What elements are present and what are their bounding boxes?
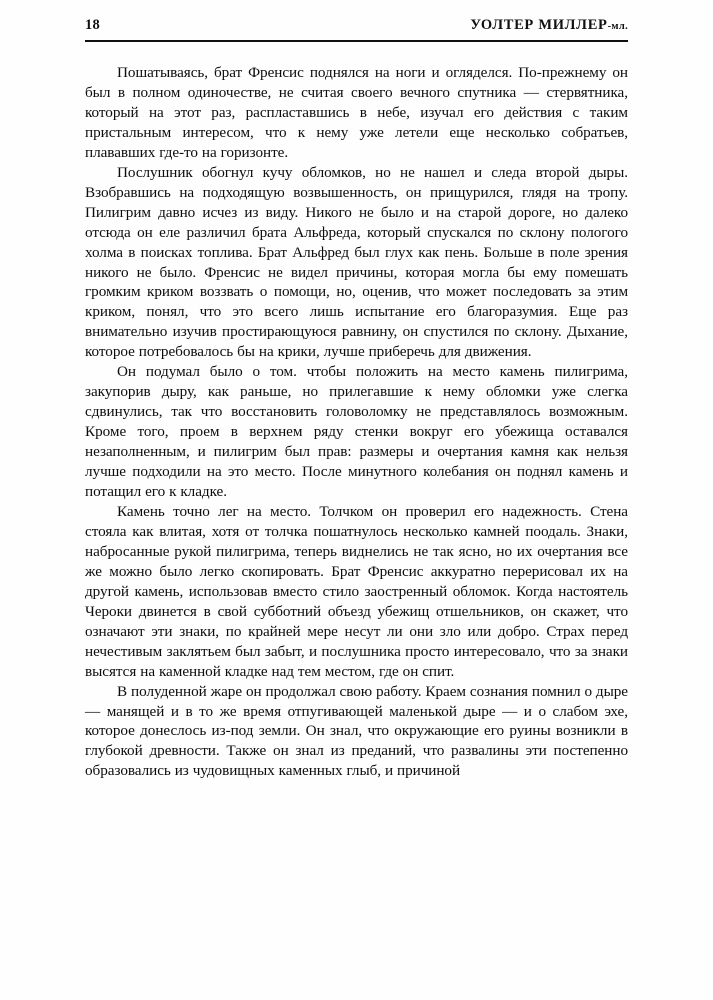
running-head-author-name: УОЛТЕР МИЛЛЕР <box>470 17 608 33</box>
running-head-author-suffix: -мл. <box>607 21 628 32</box>
paragraph: Он подумал было о том. чтобы положить на место камень пилигрима, закупорив дыру, как раньше, но прилегавшие к нему обломки уже слегка сдвинулись, так что восстановить головоломку не представлялось возможным. Кроме того, проем в верхнем ряду стенки вокруг его убежища оставался незаполненным, и пилигрим был прав: размеры и очертания камня как нельзя лучше подходили на это место. После минутного колебания он поднял камень и потащил его к кладке. <box>85 363 628 501</box>
paragraph: Послушник обогнул кучу обломков, но не нашел и следа второй дыры. Взобравшись на подходящую возвышенность, он прищурился, глядя на тропу. Пилигрим давно исчез из виду. Никого не было и на старой дороге, но далеко отсюда он еле различил брата Альфреда, который спускался по склону пологого холма в поисках топлива. Брат Альфред был глух как пень. Больше в поле зрения никого не было. Френсис не видел причины, которая могла бы ему помешать громким криком воззвать о помощи, но, оценив, что может последовать за этим криком, понял, что это всего лишь испытание его благоразумия. Еще раз внимательно изучив простирающуюся равнину, он спустился по склону. Дыхание, которое потребовалось бы на крики, лучше приберечь для движения. <box>85 163 628 361</box>
header-divider-rule <box>85 40 628 42</box>
body-text-block <box>85 63 628 781</box>
running-head <box>85 16 628 38</box>
paragraph: Камень точно лег на место. Толчком он проверил его надежность. Стена стояла как влитая, хотя от толчка пошатнулось несколько камней поодаль. Знаки, набросанные рукой пилигрима, теперь виднелись не так ясно, но их очертания все же можно было легко скопировать. Брат Френсис аккуратно перерисовал их на другой камень, использовав вместо стило заостренный обломок. Когда настоятель Чероки двинется в свой субботний объезд убежищ отшельников, он скажет, что означают эти знаки, по крайней мере несут ли они зло или добро. Страх перед нечестивым заклятьем был забыт, и послушника просто интересовало, что за знаки высятся на каменной кладке над тем местом, где он спит. <box>85 502 628 680</box>
page-number: 18 <box>85 17 100 33</box>
running-head-author <box>470 16 628 36</box>
paragraph: В полуденной жаре он продолжал свою работу. Краем сознания помнил о дыре — манящей и в то же время отпугивающей маленькой дыре — и о слабом эхе, которое донеслось из-под земли. Он знал, что окружающие его руины возникли в глубокой древности. Также он знал из преданий, что развалины эти постепенно образовались из чудовищных каменных глыб, и причиной <box>85 682 628 780</box>
paragraph: Пошатываясь, брат Френсис поднялся на ноги и огляделся. По-прежнему он был в полном одиночестве, не считая своего вечного спутника — стервятника, который на этот раз, распластавшись в небе, изучал его действия с таким пристальным интересом, что к нему уже летели еще несколько собратьев, плававших где-то на горизонте. <box>85 64 628 161</box>
